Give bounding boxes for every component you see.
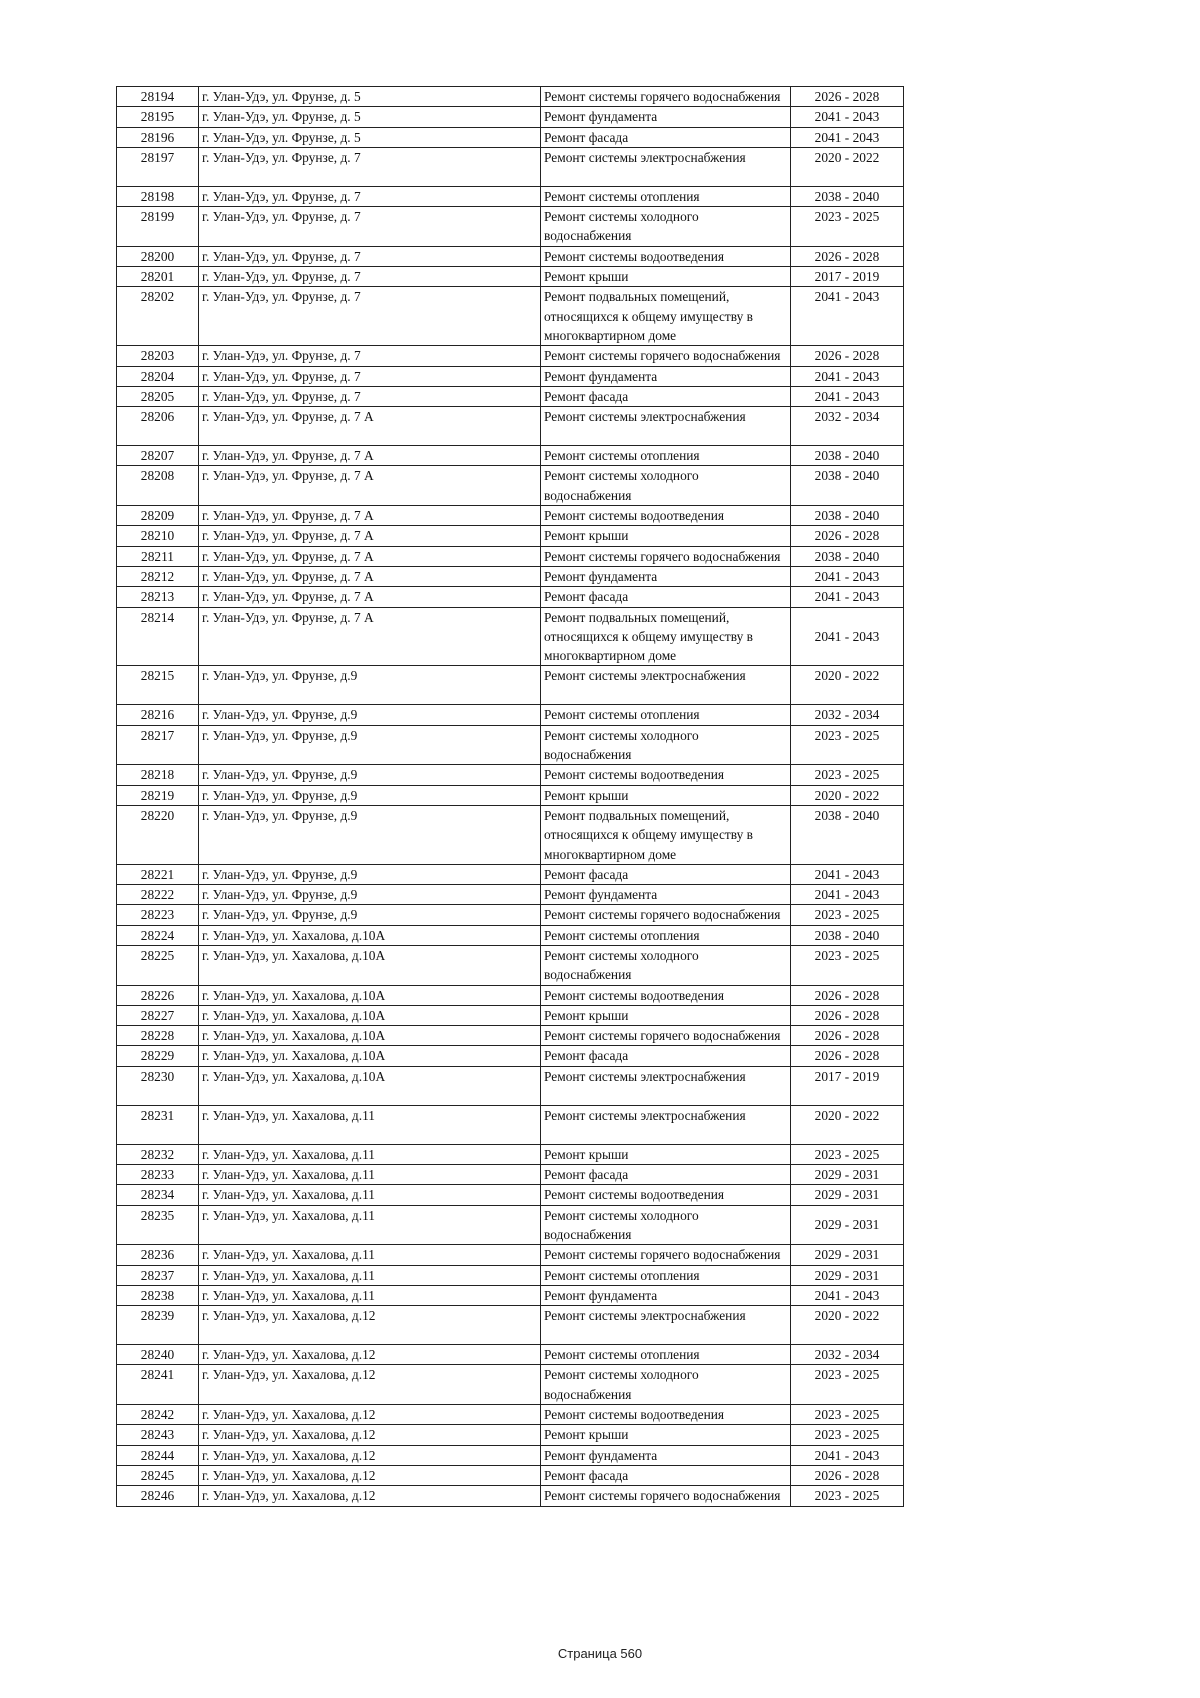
- address-cell: г. Улан-Удэ, ул. Хахалова, д.11: [199, 1165, 541, 1185]
- row-id-cell: 28230: [117, 1066, 199, 1105]
- work-type-cell: Ремонт системы водоотведения: [541, 246, 791, 266]
- period-cell: 2023 - 2025: [791, 765, 904, 785]
- address-cell: г. Улан-Удэ, ул. Фрунзе, д. 7: [199, 246, 541, 266]
- work-type-cell: Ремонт подвальных помещений, относящихся к общему имуществу в многоквартирном доме: [541, 287, 791, 346]
- work-type-cell: Ремонт системы холодного водоснабжения: [541, 945, 791, 985]
- table-row: [117, 805, 904, 864]
- address-cell: г. Улан-Удэ, ул. Хахалова, д.11: [199, 1285, 541, 1305]
- address-cell: г. Улан-Удэ, ул. Хахалова, д.12: [199, 1486, 541, 1506]
- table-row: [117, 765, 904, 785]
- table-row: [117, 87, 904, 107]
- row-id-cell: 28216: [117, 705, 199, 725]
- period-cell: 2026 - 2028: [791, 1046, 904, 1066]
- address-cell: г. Улан-Удэ, ул. Хахалова, д.12: [199, 1445, 541, 1465]
- period-cell: 2041 - 2043: [791, 386, 904, 406]
- row-id-cell: 28209: [117, 506, 199, 526]
- row-id-cell: 28208: [117, 466, 199, 506]
- work-type-cell: Ремонт системы горячего водоснабжения: [541, 346, 791, 366]
- address-cell: г. Улан-Удэ, ул. Фрунзе, д. 7: [199, 267, 541, 287]
- work-type-cell: Ремонт системы электроснабжения: [541, 666, 791, 705]
- row-id-cell: 28242: [117, 1405, 199, 1425]
- work-type-cell: Ремонт фасада: [541, 1465, 791, 1485]
- address-cell: г. Улан-Удэ, ул. Фрунзе, д. 5: [199, 127, 541, 147]
- table-row: [117, 127, 904, 147]
- work-type-cell: Ремонт системы электроснабжения: [541, 1066, 791, 1105]
- table-row: [117, 246, 904, 266]
- address-cell: г. Улан-Удэ, ул. Хахалова, д.10А: [199, 1026, 541, 1046]
- work-type-cell: Ремонт системы отопления: [541, 1345, 791, 1365]
- table-row: [117, 186, 904, 206]
- work-type-cell: Ремонт фундамента: [541, 1445, 791, 1465]
- work-type-cell: Ремонт крыши: [541, 1425, 791, 1445]
- row-id-cell: 28241: [117, 1365, 199, 1405]
- work-type-cell: Ремонт системы отопления: [541, 705, 791, 725]
- table-row: [117, 1046, 904, 1066]
- address-cell: г. Улан-Удэ, ул. Фрунзе, д. 7 А: [199, 466, 541, 506]
- address-cell: г. Улан-Удэ, ул. Хахалова, д.12: [199, 1306, 541, 1345]
- work-type-cell: Ремонт крыши: [541, 1005, 791, 1025]
- address-cell: г. Улан-Удэ, ул. Фрунзе, д.9: [199, 905, 541, 925]
- address-cell: г. Улан-Удэ, ул. Фрунзе, д.9: [199, 864, 541, 884]
- address-cell: г. Улан-Удэ, ул. Хахалова, д.10А: [199, 1005, 541, 1025]
- period-cell: 2023 - 2025: [791, 1365, 904, 1405]
- address-cell: г. Улан-Удэ, ул. Фрунзе, д. 7: [199, 147, 541, 186]
- table-row: [117, 506, 904, 526]
- work-type-cell: Ремонт системы отопления: [541, 925, 791, 945]
- work-type-cell: Ремонт фундамента: [541, 107, 791, 127]
- row-id-cell: 28213: [117, 587, 199, 607]
- period-cell: 2023 - 2025: [791, 207, 904, 247]
- address-cell: г. Улан-Удэ, ул. Хахалова, д.12: [199, 1345, 541, 1365]
- address-cell: г. Улан-Удэ, ул. Хахалова, д.10А: [199, 1066, 541, 1105]
- period-cell: 2020 - 2022: [791, 666, 904, 705]
- row-id-cell: 28228: [117, 1026, 199, 1046]
- row-id-cell: 28211: [117, 546, 199, 566]
- address-cell: г. Улан-Удэ, ул. Хахалова, д.12: [199, 1365, 541, 1405]
- row-id-cell: 28212: [117, 566, 199, 586]
- address-cell: г. Улан-Удэ, ул. Фрунзе, д. 7: [199, 287, 541, 346]
- table-row: [117, 207, 904, 247]
- address-cell: г. Улан-Удэ, ул. Хахалова, д.11: [199, 1105, 541, 1144]
- address-cell: г. Улан-Удэ, ул. Хахалова, д.10А: [199, 1046, 541, 1066]
- work-type-cell: Ремонт системы отопления: [541, 446, 791, 466]
- table-row: [117, 466, 904, 506]
- address-cell: г. Улан-Удэ, ул. Фрунзе, д. 7 А: [199, 526, 541, 546]
- period-cell: 2041 - 2043: [791, 1285, 904, 1305]
- table-row: [117, 1105, 904, 1144]
- table-row: [117, 546, 904, 566]
- table-row: [117, 587, 904, 607]
- work-type-cell: Ремонт системы горячего водоснабжения: [541, 1486, 791, 1506]
- table-row: [117, 1265, 904, 1285]
- work-type-cell: Ремонт системы горячего водоснабжения: [541, 87, 791, 107]
- period-cell: 2041 - 2043: [791, 1445, 904, 1465]
- table-row: [117, 386, 904, 406]
- repair-schedule-table: [116, 86, 904, 1507]
- row-id-cell: 28220: [117, 805, 199, 864]
- row-id-cell: 28246: [117, 1486, 199, 1506]
- work-type-cell: Ремонт фасада: [541, 1046, 791, 1066]
- period-cell: 2023 - 2025: [791, 1405, 904, 1425]
- row-id-cell: 28202: [117, 287, 199, 346]
- work-type-cell: Ремонт фундамента: [541, 885, 791, 905]
- period-cell: 2041 - 2043: [791, 607, 904, 666]
- address-cell: г. Улан-Удэ, ул. Фрунзе, д.9: [199, 705, 541, 725]
- row-id-cell: 28196: [117, 127, 199, 147]
- address-cell: г. Улан-Удэ, ул. Хахалова, д.11: [199, 1144, 541, 1164]
- table-row: [117, 607, 904, 666]
- address-cell: г. Улан-Удэ, ул. Хахалова, д.12: [199, 1425, 541, 1445]
- table-row: [117, 267, 904, 287]
- table-row: [117, 1486, 904, 1506]
- period-cell: 2041 - 2043: [791, 864, 904, 884]
- period-cell: 2026 - 2028: [791, 985, 904, 1005]
- period-cell: 2029 - 2031: [791, 1265, 904, 1285]
- address-cell: г. Улан-Удэ, ул. Фрунзе, д.9: [199, 785, 541, 805]
- period-cell: 2026 - 2028: [791, 346, 904, 366]
- row-id-cell: 28210: [117, 526, 199, 546]
- row-id-cell: 28199: [117, 207, 199, 247]
- table-row: [117, 1205, 904, 1245]
- work-type-cell: Ремонт системы холодного водоснабжения: [541, 1365, 791, 1405]
- period-cell: 2020 - 2022: [791, 785, 904, 805]
- table-row: [117, 287, 904, 346]
- period-cell: 2029 - 2031: [791, 1185, 904, 1205]
- table-row: [117, 446, 904, 466]
- work-type-cell: Ремонт фундамента: [541, 1285, 791, 1305]
- period-cell: 2041 - 2043: [791, 587, 904, 607]
- row-id-cell: 28229: [117, 1046, 199, 1066]
- address-cell: г. Улан-Удэ, ул. Фрунзе, д. 7: [199, 346, 541, 366]
- row-id-cell: 28227: [117, 1005, 199, 1025]
- table-row: [117, 1465, 904, 1485]
- period-cell: 2041 - 2043: [791, 127, 904, 147]
- work-type-cell: Ремонт крыши: [541, 526, 791, 546]
- address-cell: г. Улан-Удэ, ул. Фрунзе, д.9: [199, 885, 541, 905]
- row-id-cell: 28221: [117, 864, 199, 884]
- period-cell: 2032 - 2034: [791, 407, 904, 446]
- row-id-cell: 28214: [117, 607, 199, 666]
- table-row: [117, 1144, 904, 1164]
- table-row: [117, 905, 904, 925]
- table-row: [117, 1345, 904, 1365]
- table-row: [117, 107, 904, 127]
- work-type-cell: Ремонт крыши: [541, 785, 791, 805]
- work-type-cell: Ремонт фундамента: [541, 566, 791, 586]
- row-id-cell: 28231: [117, 1105, 199, 1144]
- address-cell: г. Улан-Удэ, ул. Фрунзе, д. 5: [199, 87, 541, 107]
- row-id-cell: 28198: [117, 186, 199, 206]
- row-id-cell: 28197: [117, 147, 199, 186]
- work-type-cell: Ремонт фундамента: [541, 366, 791, 386]
- row-id-cell: 28226: [117, 985, 199, 1005]
- period-cell: 2029 - 2031: [791, 1245, 904, 1265]
- row-id-cell: 28234: [117, 1185, 199, 1205]
- row-id-cell: 28232: [117, 1144, 199, 1164]
- table-row: [117, 566, 904, 586]
- work-type-cell: Ремонт системы электроснабжения: [541, 407, 791, 446]
- work-type-cell: Ремонт крыши: [541, 267, 791, 287]
- row-id-cell: 28219: [117, 785, 199, 805]
- row-id-cell: 28215: [117, 666, 199, 705]
- address-cell: г. Улан-Удэ, ул. Фрунзе, д.9: [199, 805, 541, 864]
- work-type-cell: Ремонт системы водоотведения: [541, 506, 791, 526]
- address-cell: г. Улан-Удэ, ул. Фрунзе, д. 7 А: [199, 546, 541, 566]
- period-cell: 2038 - 2040: [791, 446, 904, 466]
- work-type-cell: Ремонт системы горячего водоснабжения: [541, 1245, 791, 1265]
- table-row: [117, 985, 904, 1005]
- period-cell: 2023 - 2025: [791, 725, 904, 765]
- row-id-cell: 28243: [117, 1425, 199, 1445]
- address-cell: г. Улан-Удэ, ул. Фрунзе, д. 7: [199, 186, 541, 206]
- period-cell: 2038 - 2040: [791, 546, 904, 566]
- address-cell: г. Улан-Удэ, ул. Хахалова, д.12: [199, 1465, 541, 1485]
- address-cell: г. Улан-Удэ, ул. Фрунзе, д. 7 А: [199, 607, 541, 666]
- address-cell: г. Улан-Удэ, ул. Фрунзе, д.9: [199, 666, 541, 705]
- row-id-cell: 28207: [117, 446, 199, 466]
- table-row: [117, 725, 904, 765]
- address-cell: г. Улан-Удэ, ул. Хахалова, д.11: [199, 1265, 541, 1285]
- table-row: [117, 1425, 904, 1445]
- row-id-cell: 28225: [117, 945, 199, 985]
- table-row: [117, 705, 904, 725]
- period-cell: 2041 - 2043: [791, 885, 904, 905]
- row-id-cell: 28200: [117, 246, 199, 266]
- period-cell: 2017 - 2019: [791, 267, 904, 287]
- table-row: [117, 1445, 904, 1465]
- address-cell: г. Улан-Удэ, ул. Фрунзе, д. 7: [199, 386, 541, 406]
- work-type-cell: Ремонт фасада: [541, 127, 791, 147]
- row-id-cell: 28206: [117, 407, 199, 446]
- table-row: [117, 945, 904, 985]
- period-cell: 2026 - 2028: [791, 87, 904, 107]
- address-cell: г. Улан-Удэ, ул. Фрунзе, д. 7: [199, 207, 541, 247]
- table-row: [117, 346, 904, 366]
- row-id-cell: 28237: [117, 1265, 199, 1285]
- table-body: [117, 87, 904, 1507]
- row-id-cell: 28203: [117, 346, 199, 366]
- row-id-cell: 28238: [117, 1285, 199, 1305]
- period-cell: 2023 - 2025: [791, 945, 904, 985]
- work-type-cell: Ремонт подвальных помещений, относящихся к общему имуществу в многоквартирном доме: [541, 805, 791, 864]
- table-row: [117, 1405, 904, 1425]
- work-type-cell: Ремонт системы водоотведения: [541, 1185, 791, 1205]
- table-row: [117, 366, 904, 386]
- period-cell: 2020 - 2022: [791, 1105, 904, 1144]
- work-type-cell: Ремонт системы холодного водоснабжения: [541, 207, 791, 247]
- address-cell: г. Улан-Удэ, ул. Хахалова, д.11: [199, 1185, 541, 1205]
- work-type-cell: Ремонт системы электроснабжения: [541, 147, 791, 186]
- table-row: [117, 147, 904, 186]
- work-type-cell: Ремонт системы холодного водоснабжения: [541, 725, 791, 765]
- period-cell: 2026 - 2028: [791, 1465, 904, 1485]
- period-cell: 2026 - 2028: [791, 1005, 904, 1025]
- table-row: [117, 925, 904, 945]
- row-id-cell: 28201: [117, 267, 199, 287]
- address-cell: г. Улан-Удэ, ул. Фрунзе, д. 7 А: [199, 566, 541, 586]
- row-id-cell: 28240: [117, 1345, 199, 1365]
- address-cell: г. Улан-Удэ, ул. Фрунзе, д. 5: [199, 107, 541, 127]
- page-number: Страница 560: [557, 1646, 643, 1661]
- period-cell: 2032 - 2034: [791, 705, 904, 725]
- address-cell: г. Улан-Удэ, ул. Хахалова, д.10А: [199, 945, 541, 985]
- row-id-cell: 28233: [117, 1165, 199, 1185]
- table-row: [117, 885, 904, 905]
- period-cell: 2017 - 2019: [791, 1066, 904, 1105]
- work-type-cell: Ремонт крыши: [541, 1144, 791, 1164]
- period-cell: 2026 - 2028: [791, 246, 904, 266]
- row-id-cell: 28245: [117, 1465, 199, 1485]
- work-type-cell: Ремонт фасада: [541, 587, 791, 607]
- row-id-cell: 28244: [117, 1445, 199, 1465]
- period-cell: 2020 - 2022: [791, 147, 904, 186]
- period-cell: 2023 - 2025: [791, 905, 904, 925]
- table-row: [117, 1306, 904, 1345]
- work-type-cell: Ремонт фасада: [541, 864, 791, 884]
- row-id-cell: 28223: [117, 905, 199, 925]
- work-type-cell: Ремонт системы отопления: [541, 186, 791, 206]
- address-cell: г. Улан-Удэ, ул. Хахалова, д.10А: [199, 985, 541, 1005]
- work-type-cell: Ремонт системы горячего водоснабжения: [541, 1026, 791, 1046]
- row-id-cell: 28239: [117, 1306, 199, 1345]
- period-cell: 2041 - 2043: [791, 566, 904, 586]
- work-type-cell: Ремонт системы электроснабжения: [541, 1105, 791, 1144]
- row-id-cell: 28222: [117, 885, 199, 905]
- address-cell: г. Улан-Удэ, ул. Фрунзе, д. 7 А: [199, 506, 541, 526]
- address-cell: г. Улан-Удэ, ул. Фрунзе, д. 7 А: [199, 587, 541, 607]
- period-cell: 2020 - 2022: [791, 1306, 904, 1345]
- period-cell: 2038 - 2040: [791, 186, 904, 206]
- row-id-cell: 28235: [117, 1205, 199, 1245]
- row-id-cell: 28204: [117, 366, 199, 386]
- address-cell: г. Улан-Удэ, ул. Фрунзе, д.9: [199, 765, 541, 785]
- table-row: [117, 666, 904, 705]
- table-row: [117, 407, 904, 446]
- address-cell: г. Улан-Удэ, ул. Хахалова, д.12: [199, 1405, 541, 1425]
- work-type-cell: Ремонт системы горячего водоснабжения: [541, 546, 791, 566]
- period-cell: 2023 - 2025: [791, 1486, 904, 1506]
- row-id-cell: 28194: [117, 87, 199, 107]
- work-type-cell: Ремонт системы электроснабжения: [541, 1306, 791, 1345]
- row-id-cell: 28205: [117, 386, 199, 406]
- table-row: [117, 1185, 904, 1205]
- work-type-cell: Ремонт подвальных помещений, относящихся к общему имуществу в многоквартирном доме: [541, 607, 791, 666]
- row-id-cell: 28195: [117, 107, 199, 127]
- period-cell: 2026 - 2028: [791, 1026, 904, 1046]
- period-cell: 2041 - 2043: [791, 287, 904, 346]
- work-type-cell: Ремонт системы отопления: [541, 1265, 791, 1285]
- row-id-cell: 28236: [117, 1245, 199, 1265]
- table-row: [117, 864, 904, 884]
- period-cell: 2038 - 2040: [791, 925, 904, 945]
- work-type-cell: Ремонт фасада: [541, 386, 791, 406]
- period-cell: 2038 - 2040: [791, 466, 904, 506]
- period-cell: 2023 - 2025: [791, 1144, 904, 1164]
- table-row: [117, 1245, 904, 1265]
- row-id-cell: 28224: [117, 925, 199, 945]
- period-cell: 2026 - 2028: [791, 526, 904, 546]
- work-type-cell: Ремонт системы водоотведения: [541, 985, 791, 1005]
- table-row: [117, 526, 904, 546]
- address-cell: г. Улан-Удэ, ул. Хахалова, д.11: [199, 1205, 541, 1245]
- table-row: [117, 785, 904, 805]
- period-cell: 2041 - 2043: [791, 107, 904, 127]
- table-row: [117, 1005, 904, 1025]
- table-row: [117, 1365, 904, 1405]
- table-row: [117, 1165, 904, 1185]
- period-cell: 2041 - 2043: [791, 366, 904, 386]
- work-type-cell: Ремонт системы водоотведения: [541, 1405, 791, 1425]
- period-cell: 2038 - 2040: [791, 805, 904, 864]
- period-cell: 2029 - 2031: [791, 1205, 904, 1245]
- work-type-cell: Ремонт фасада: [541, 1165, 791, 1185]
- row-id-cell: 28217: [117, 725, 199, 765]
- work-type-cell: Ремонт системы холодного водоснабжения: [541, 466, 791, 506]
- period-cell: 2038 - 2040: [791, 506, 904, 526]
- address-cell: г. Улан-Удэ, ул. Фрунзе, д.9: [199, 725, 541, 765]
- address-cell: г. Улан-Удэ, ул. Фрунзе, д. 7 А: [199, 407, 541, 446]
- address-cell: г. Улан-Удэ, ул. Фрунзе, д. 7: [199, 366, 541, 386]
- address-cell: г. Улан-Удэ, ул. Хахалова, д.10А: [199, 925, 541, 945]
- address-cell: г. Улан-Удэ, ул. Хахалова, д.11: [199, 1245, 541, 1265]
- work-type-cell: Ремонт системы горячего водоснабжения: [541, 905, 791, 925]
- period-cell: 2032 - 2034: [791, 1345, 904, 1365]
- work-type-cell: Ремонт системы холодного водоснабжения: [541, 1205, 791, 1245]
- row-id-cell: 28218: [117, 765, 199, 785]
- table-row: [117, 1285, 904, 1305]
- period-cell: 2023 - 2025: [791, 1425, 904, 1445]
- table-row: [117, 1026, 904, 1046]
- table-row: [117, 1066, 904, 1105]
- address-cell: г. Улан-Удэ, ул. Фрунзе, д. 7 А: [199, 446, 541, 466]
- period-cell: 2029 - 2031: [791, 1165, 904, 1185]
- work-type-cell: Ремонт системы водоотведения: [541, 765, 791, 785]
